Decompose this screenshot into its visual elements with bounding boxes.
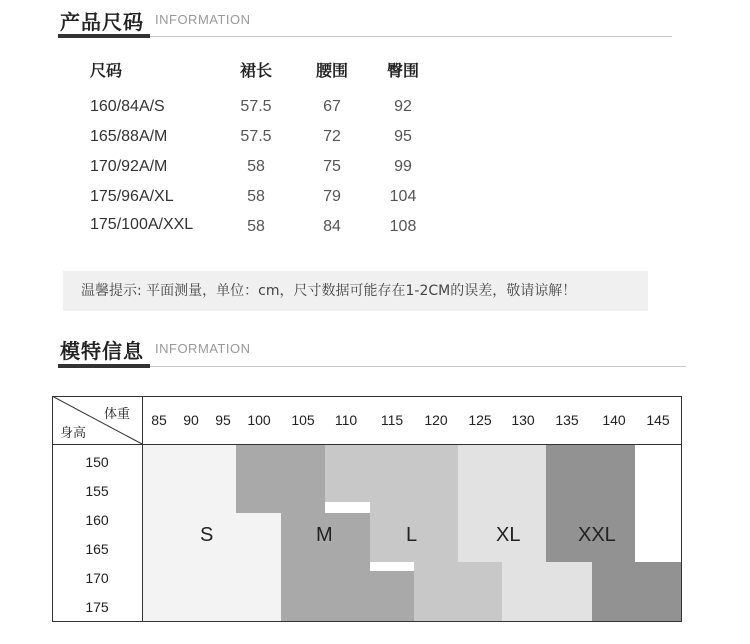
- weight-label-125: 125: [468, 412, 492, 428]
- weight-label-85: 85: [151, 412, 167, 428]
- size-region-xxl: [592, 592, 682, 622]
- cell-hip: 92: [394, 98, 412, 115]
- height-label-155: 155: [85, 483, 109, 499]
- weight-label-145: 145: [646, 412, 670, 428]
- cell-skirt-length: 57.5: [240, 98, 272, 115]
- height-weight-size-chart: [52, 396, 682, 622]
- height-label-170: 170: [85, 570, 109, 586]
- header-row-divider: [52, 444, 682, 445]
- height-label-175: 175: [85, 599, 109, 615]
- cell-size: 175/96A/XL: [90, 188, 174, 205]
- cell-hip: 104: [389, 188, 417, 205]
- weight-label-105: 105: [291, 412, 315, 428]
- header-size: 尺码: [90, 61, 123, 80]
- weight-label-95: 95: [215, 412, 231, 428]
- cell-size: 175/100A/XXL: [90, 216, 194, 233]
- size-region-s: [143, 445, 236, 622]
- product-size-title: 产品尺码: [60, 10, 144, 34]
- header-accent-bar: [58, 34, 150, 38]
- height-label-150: 150: [85, 454, 109, 470]
- cell-skirt-length: 58: [247, 218, 265, 235]
- size-region-s: [236, 513, 281, 622]
- height-label-160: 160: [85, 512, 109, 528]
- size-region-xl: [502, 562, 592, 592]
- weight-label-120: 120: [424, 412, 448, 428]
- cell-waist: 79: [323, 188, 341, 205]
- weight-label-100: 100: [247, 412, 271, 428]
- cell-hip: 99: [394, 158, 412, 175]
- size-label-l: L: [406, 524, 418, 546]
- weight-label-90: 90: [183, 412, 199, 428]
- corner-height-label: 身高: [60, 426, 87, 441]
- cell-waist: 75: [323, 158, 341, 175]
- cell-skirt-length: 57.5: [240, 128, 272, 145]
- size-region-m: [236, 445, 325, 513]
- header-divider: [58, 366, 686, 367]
- size-label-s: S: [200, 524, 214, 546]
- size-region-l: [325, 445, 458, 502]
- header-skirt-length: 裙长: [239, 61, 272, 80]
- size-region-l: [414, 562, 502, 622]
- weight-label-140: 140: [602, 412, 626, 428]
- measurement-tip: 温馨提示: 平面测量，单位：cm，尺寸数据可能存在1-2CM的误差，敬请谅解！: [63, 271, 648, 311]
- size-label-xl: XL: [496, 524, 521, 546]
- cell-skirt-length: 58: [247, 188, 265, 205]
- height-label-165: 165: [85, 541, 109, 557]
- cell-hip: 95: [394, 128, 412, 145]
- model-info-subtitle: INFORMATION: [155, 341, 251, 356]
- corner-weight-label: 体重: [104, 407, 131, 422]
- weight-label-115: 115: [380, 412, 404, 428]
- cell-skirt-length: 58: [247, 158, 265, 175]
- weight-label-110: 110: [334, 412, 358, 428]
- product-size-subtitle: INFORMATION: [155, 12, 251, 27]
- header-divider: [58, 36, 672, 37]
- size-region-xl: [502, 592, 592, 622]
- cell-size: 170/92A/M: [90, 158, 168, 175]
- header-accent-bar: [58, 364, 150, 368]
- model-info-title: 模特信息: [60, 339, 144, 363]
- header-waist: 腰围: [315, 61, 348, 80]
- header-hip: 臀围: [386, 61, 419, 80]
- cell-waist: 84: [323, 218, 341, 235]
- size-region-xxl: [592, 562, 635, 592]
- size-region-xxl: [635, 562, 682, 592]
- weight-label-135: 135: [555, 412, 579, 428]
- weight-label-130: 130: [511, 412, 535, 428]
- size-label-m: M: [316, 524, 333, 546]
- cell-waist: 67: [323, 98, 341, 115]
- cell-size: 165/88A/M: [90, 128, 168, 145]
- size-region-m: [281, 571, 414, 622]
- cell-size: 160/84A/S: [90, 98, 165, 115]
- cell-waist: 72: [323, 128, 341, 145]
- size-label-xxl: XXL: [578, 524, 616, 546]
- cell-hip: 108: [389, 218, 417, 235]
